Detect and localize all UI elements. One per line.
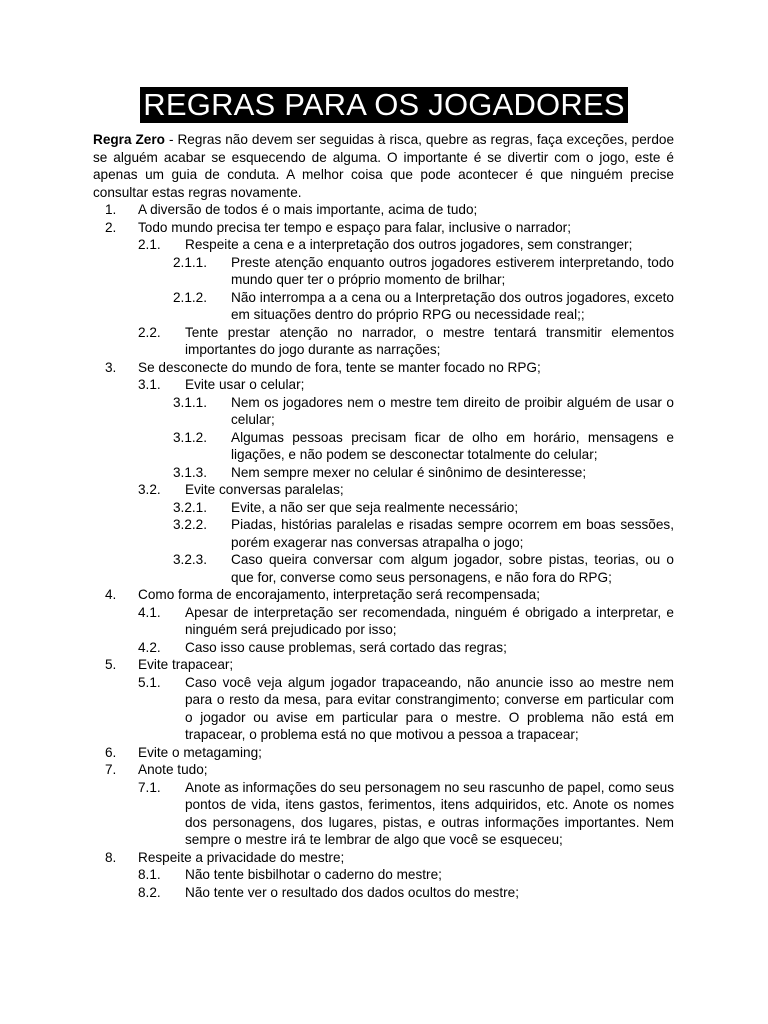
rule-number: 8. xyxy=(105,849,117,865)
rule-text: Todo mundo precisa ter tempo e espaço para falar, inclusive o narrador; xyxy=(138,219,571,235)
rule-number: 7. xyxy=(105,762,117,777)
rule-text: Anote as informações do seu personagem no seu rascunho de papel, como seus pontos de vida, itens gastos, ferimentos, itens adquiridos, etc. Anote os nomes dos personagens, dos lugares, pistas, e outras informações importantes. Nem sempre o mestre irá te lembrar de algo que você se esqueceu; xyxy=(185,779,674,847)
rule-item xyxy=(93,481,674,499)
rule-text: Evite o metagaming; xyxy=(138,744,262,760)
rule-text: Respeite a cena e a interpretação dos outros jogadores, sem constranger; xyxy=(185,237,633,252)
rule-number: 1. xyxy=(105,202,117,217)
intro-bold-label: Regra Zero xyxy=(93,132,165,147)
rule-number: 4.1. xyxy=(138,604,161,620)
rule-text: Não tente ver o resultado dos dados ocultos do mestre; xyxy=(185,884,519,900)
rule-text: A diversão de todos é o mais importante, acima de tudo; xyxy=(138,202,478,217)
rule-item xyxy=(93,201,674,219)
rule-item xyxy=(93,639,674,657)
rule-item xyxy=(93,674,674,744)
rule-number: 4.2. xyxy=(138,639,161,655)
rule-item xyxy=(93,499,674,517)
rule-item xyxy=(93,219,674,237)
rule-number: 2.1.1. xyxy=(173,254,208,270)
rule-text: Caso você veja algum jogador trapaceando, não anuncie isso ao mestre nem para o resto da mesa, para evitar constrangimento; converse em particular com o jogador ou avise em particular para o mestre. O problema não está em trapacear, o problema está no que motivou a pessoa a trapacear; xyxy=(185,674,674,742)
rule-number: 3. xyxy=(105,359,117,375)
rule-text: Nem sempre mexer no celular é sinônimo de desinteresse; xyxy=(231,464,587,480)
rule-text: Evite trapacear; xyxy=(138,657,234,672)
rule-item xyxy=(93,289,674,324)
rule-number: 3.1.2. xyxy=(173,429,208,445)
rule-number: 4. xyxy=(105,587,117,602)
rules-content xyxy=(93,131,674,901)
rule-item xyxy=(93,464,674,482)
rule-text: Tente prestar atenção no narrador, o mestre tentará transmitir elementos importantes do jogo durante as narrações; xyxy=(185,324,674,357)
rule-text: Apesar de interpretação ser recomendada, ninguém é obrigado a interpretar, e ninguém será prejudicado por isso; xyxy=(185,604,674,637)
rule-text: Não tente bisbilhotar o caderno do mestre; xyxy=(185,867,442,882)
rule-text: Algumas pessoas precisam ficar de olho em horário, mensagens e ligações, e não podem se desconectar totalmente do celular; xyxy=(231,429,674,462)
intro-text: - Regras não devem ser seguidas à risca, quebre as regras, faça exceções, perdoe se alguém acabar se esquecendo de alguma. O importante é se divertir com o jogo, este é apenas um guia de conduta. A melhor coisa que pode acontecer é que ninguém precise consultar estas regras novamente. xyxy=(93,132,675,200)
rule-number: 6. xyxy=(105,744,117,760)
rule-number: 8.2. xyxy=(138,884,161,900)
rule-text: Respeite a privacidade do mestre; xyxy=(138,849,345,865)
rule-item xyxy=(93,376,674,394)
rule-item xyxy=(93,394,674,429)
intro-paragraph xyxy=(93,131,674,201)
title-wrapper xyxy=(0,87,768,123)
rule-item xyxy=(93,656,674,674)
rule-item xyxy=(93,254,674,289)
rule-number: 3.2.2. xyxy=(173,517,208,532)
rule-item xyxy=(93,516,674,551)
rule-text: Se desconecte do mundo de fora, tente se manter focado no RPG; xyxy=(138,359,541,375)
rule-item xyxy=(93,884,674,902)
rule-text: Caso queira conversar com algum jogador, sobre pistas, teorias, ou o que for, converse como seus personagens, e não fora do RPG; xyxy=(231,552,674,585)
rule-item xyxy=(93,744,674,762)
rule-number: 2.1.2. xyxy=(173,289,208,305)
rule-number: 5. xyxy=(105,657,117,672)
rule-number: 2.2. xyxy=(138,324,161,340)
rule-item xyxy=(93,324,674,359)
rule-number: 2. xyxy=(105,219,117,235)
rule-text: Evite conversas paralelas; xyxy=(185,482,344,497)
rule-item xyxy=(93,551,674,586)
rule-number: 3.1.3. xyxy=(173,464,208,480)
rule-number: 3.2. xyxy=(138,482,161,497)
rule-number: 5.1. xyxy=(138,674,161,690)
rule-item xyxy=(93,779,674,849)
rule-item xyxy=(93,236,674,254)
rule-item xyxy=(93,586,674,604)
rule-item xyxy=(93,604,674,639)
rule-item xyxy=(93,866,674,884)
rule-number: 3.1. xyxy=(138,377,161,392)
rule-item xyxy=(93,849,674,867)
rule-text: Evite usar o celular; xyxy=(185,377,305,392)
rule-text: Caso isso cause problemas, será cortado das regras; xyxy=(185,639,507,655)
rules-list xyxy=(93,201,674,901)
rule-text: Não interrompa a a cena ou a Interpretação dos outros jogadores, exceto em situações dentro do próprio RPG ou necessidade real;; xyxy=(231,289,674,322)
rule-item xyxy=(93,761,674,779)
rule-number: 3.1.1. xyxy=(173,394,208,410)
rule-text: Anote tudo; xyxy=(138,762,208,777)
rule-text: Como forma de encorajamento, interpretação será recompensada; xyxy=(138,587,540,602)
rule-text: Evite, a não ser que seja realmente necessário; xyxy=(231,499,519,515)
document-title: REGRAS PARA OS JOGADORES xyxy=(140,87,627,123)
rule-number: 2.1. xyxy=(138,237,161,252)
rule-number: 8.1. xyxy=(138,867,161,882)
rule-text: Nem os jogadores nem o mestre tem direito de proibir alguém de usar o celular; xyxy=(231,394,674,427)
rule-number: 3.2.1. xyxy=(173,499,208,515)
rule-item xyxy=(93,429,674,464)
rule-text: Piadas, histórias paralelas e risadas sempre ocorrem em boas sessões, porém exagerar nas conversas atrapalha o jogo; xyxy=(231,517,674,550)
rule-number: 3.2.3. xyxy=(173,552,208,567)
rule-text: Preste atenção enquanto outros jogadores estiverem interpretando, todo mundo quer ter o próprio momento de brilhar; xyxy=(231,254,674,287)
rule-item xyxy=(93,359,674,377)
rule-number: 7.1. xyxy=(138,779,161,795)
